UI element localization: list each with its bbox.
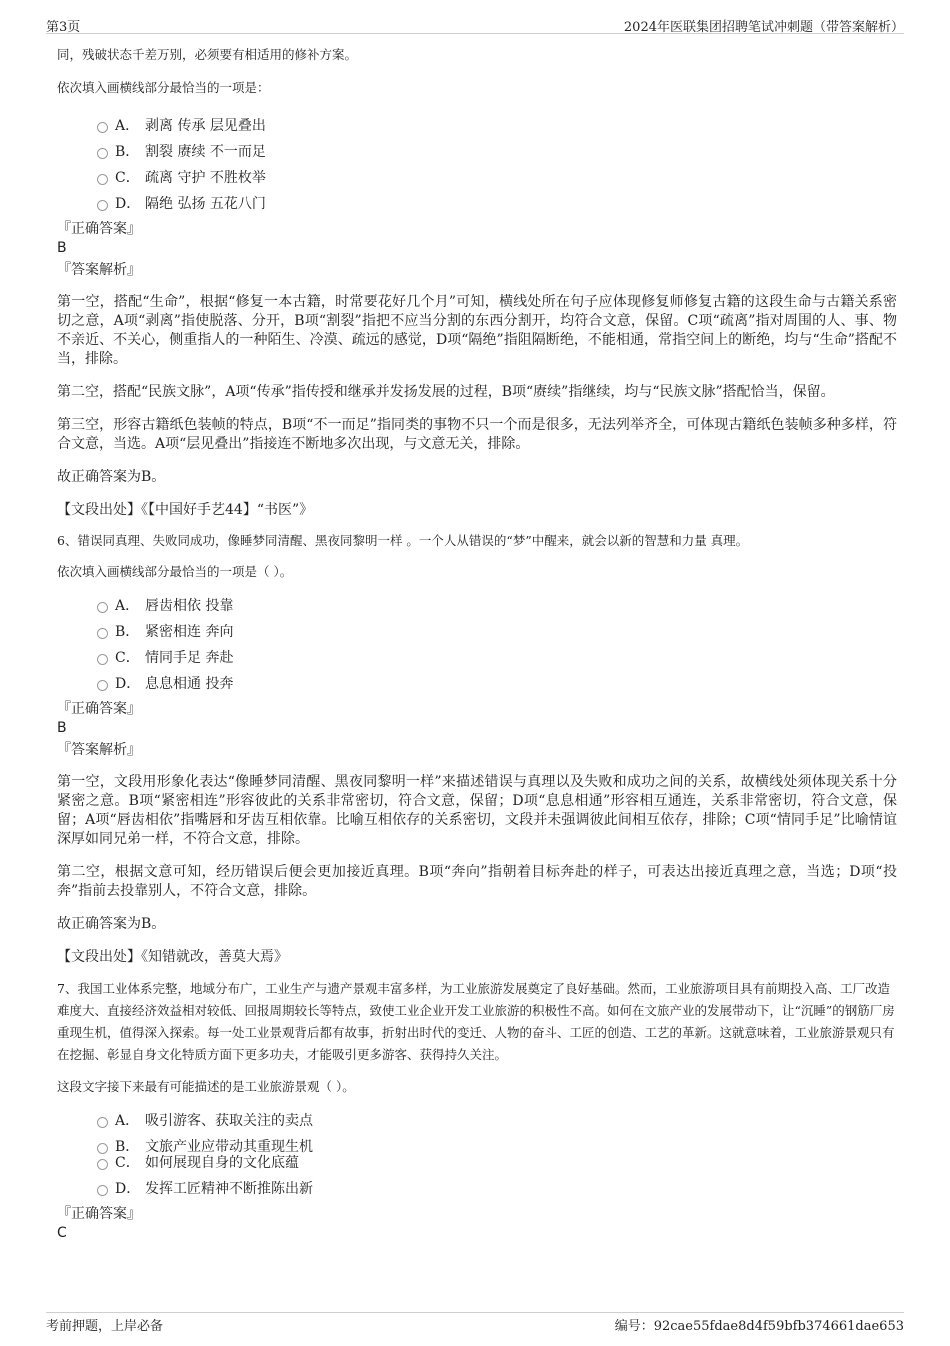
q5-answer: B xyxy=(57,240,67,256)
radio-button[interactable] xyxy=(97,200,108,211)
q6-analysis-label: 『答案解析』 xyxy=(57,742,141,758)
q6-option-b[interactable]: B． 紧密相连 奔向 xyxy=(57,619,897,645)
q5-stem-continued: 同，残破状态千差万别，必须要有相适用的修补方案。 xyxy=(57,47,358,62)
q7-answer-label: 『正确答案』 xyxy=(57,1206,141,1222)
radio-button[interactable] xyxy=(97,174,108,185)
q6-options xyxy=(57,593,897,697)
page-header xyxy=(46,0,904,34)
q6-option-c[interactable]: C． 情同手足 奔赴 xyxy=(57,645,897,671)
q5-analysis-label: 『答案解析』 xyxy=(57,262,141,278)
radio-button[interactable] xyxy=(97,148,108,159)
q6-option-a[interactable]: A． 唇齿相依 投靠 xyxy=(57,593,897,619)
q6-answer: B xyxy=(57,720,67,736)
radio-button[interactable] xyxy=(97,602,108,613)
q6-prompt: 依次填入画横线部分最恰当的一项是（ ）。 xyxy=(57,564,293,579)
q7-prompt: 这段文字接下来最有可能描述的是工业旅游景观（ ）。 xyxy=(57,1079,355,1094)
radio-button[interactable] xyxy=(97,628,108,639)
radio-button[interactable] xyxy=(97,122,108,133)
page-number: 第3页 xyxy=(46,20,81,35)
radio-button[interactable] xyxy=(97,1185,108,1196)
radio-button[interactable] xyxy=(97,1159,108,1170)
q5-answer-label: 『正确答案』 xyxy=(57,221,141,237)
q5-option-c[interactable]: C． 疏离 守护 不胜枚举 xyxy=(57,165,897,191)
q5-options xyxy=(57,113,897,217)
page-footer xyxy=(46,1312,904,1346)
q7-option-c[interactable]: C． 如何展现自身的文化底蕴 xyxy=(57,1150,897,1176)
document-title: 2024年医联集团招聘笔试冲刺题（带答案解析） xyxy=(623,20,904,35)
q6-conclusion: 故正确答案为B。 xyxy=(57,916,166,932)
q5-source: 【文段出处】《【中国好手艺44】“书医”》 xyxy=(57,502,314,518)
q6-stem: 6、错误同真理、失败同成功，像睡梦同清醒、黑夜同黎明一样 。一个人从错误的“梦”中醒来，就会以新的智慧和力量 真理。 xyxy=(57,533,749,548)
radio-button[interactable] xyxy=(97,680,108,691)
q7-answer: C xyxy=(57,1225,67,1241)
page-content xyxy=(57,44,897,1243)
radio-button[interactable] xyxy=(97,654,108,665)
q5-analysis-para-1: 第一空，搭配“生命”，根据“修复一本古籍，时常要花好几个月”可知，横线处所在句子应体现修复师修复古籍的这段生命与古籍关系密切之意，A项“剥离”指使脱落、分开，B项“割裂”指把不应当分割的东西分割开，均符合文意，保留。C项“疏离”指对周围的人、事、物不亲近、不关心，侧重指人的一种陌生、冷漠、疏远的感觉，D项“隔绝”指阻隔断绝，不能相通，常指空间上的断绝，均与“生命”搭配不当，排除。 xyxy=(57,294,897,367)
radio-button[interactable] xyxy=(97,1117,108,1128)
q5-option-b[interactable]: B． 割裂 赓续 不一而足 xyxy=(57,139,897,165)
q7-options xyxy=(57,1108,897,1202)
q6-answer-label: 『正确答案』 xyxy=(57,701,141,717)
q5-option-d[interactable]: D． 隔绝 弘扬 五花八门 xyxy=(57,191,897,217)
q6-analysis-para-1: 第一空，文段用形象化表达“像睡梦同清醒、黑夜同黎明一样”来描述错误与真理以及失败和成功之间的关系，故横线处须体现关系十分紧密之意。B项“紧密相连”形容彼此的关系非常密切，符合文意，保留；D项“息息相通”形容相互通连，关系非常密切，符合文意，保留；A项“唇齿相依”指嘴唇和牙齿互相依靠。比喻互相依存的关系密切，文段并未强调彼此间相互依存，排除；C项“情同手足”比喻情谊深厚如同兄弟一样，不符合文意，排除。 xyxy=(57,774,897,847)
footer-slogan: 考前押题，上岸必备 xyxy=(46,1319,164,1334)
q6-source: 【文段出处】《知错就改，善莫大焉》 xyxy=(57,949,288,965)
q7-option-a[interactable]: A． 吸引游客、获取关注的卖点 xyxy=(57,1108,897,1134)
q5-prompt: 依次填入画横线部分最恰当的一项是： xyxy=(57,80,270,95)
q5-analysis-para-2: 第二空，搭配“民族文脉”，A项“传承”指传授和继承并发扬发展的过程，B项“赓续”指继续，均与“民族文脉”搭配恰当，保留。 xyxy=(57,384,835,400)
q5-analysis-para-3: 第三空，形容古籍纸色装帧的特点，B项“不一而足”指同类的事物不只一个而是很多，无法列举齐全，可体现古籍纸色装帧多种多样，符合文意，当选。A项“层见叠出”指接连不断地多次出现，与文意无关，排除。 xyxy=(57,417,897,452)
q6-analysis-para-2: 第二空，根据文意可知，经历错误后便会更加接近真理。B项“奔向”指朝着目标奔赴的样子，可表达出接近真理之意，当选；D项“投奔”指前去投靠别人，不符合文意，排除。 xyxy=(57,864,897,899)
document-code: 编号：92cae55fdae8d4f59bfb374661dae653 xyxy=(614,1319,904,1334)
q7-option-b[interactable]: B． 文旅产业应带动其重现生机 xyxy=(57,1134,897,1150)
q7-option-d[interactable]: D． 发挥工匠精神不断推陈出新 xyxy=(57,1176,897,1202)
q5-option-a[interactable]: A． 剥离 传承 层见叠出 xyxy=(57,113,897,139)
q7-stem: 7、我国工业体系完整，地域分布广，工业生产与遗产景观丰富多样，为工业旅游发展奠定了良好基础。然而，工业旅游项目具有前期投入高、工厂改造难度大、直接经济效益相对较低、回报周期较长等特点，致使工业企业开发工业旅游的积极性不高。如何在文旅产业的发展带动下，让“沉睡”的钢筋厂房重现生机，值得深入探索。每一处工业景观背后都有故事，折射出时代的变迁、人物的奋斗、工匠的创造、工艺的革新。这就意味着，工业旅游景观只有在挖掘、彰显自身文化特质方面下更多功夫，才能吸引更多游客、获得持久关注。 xyxy=(57,981,895,1062)
q5-conclusion: 故正确答案为B。 xyxy=(57,469,166,485)
q6-option-d[interactable]: D． 息息相通 投奔 xyxy=(57,671,897,697)
